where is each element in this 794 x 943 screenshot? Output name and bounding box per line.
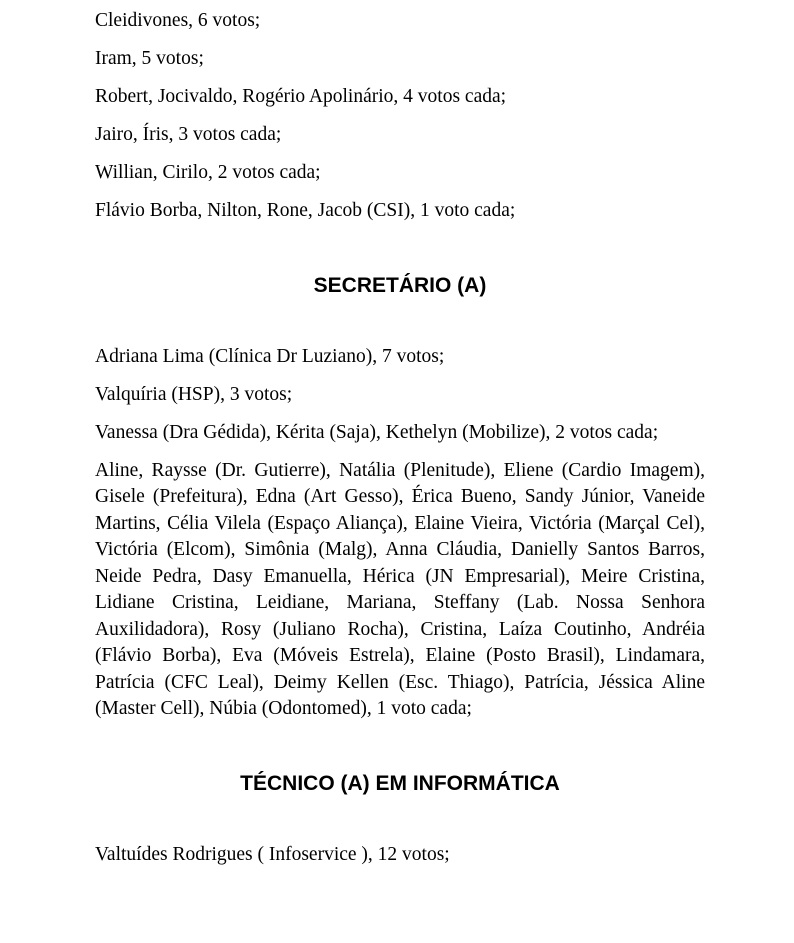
vote-result-line: Valquíria (HSP), 3 votos; [95,383,293,405]
vote-result-line: Iram, 5 votos; [95,48,204,69]
vote-result-line: Flávio Borba, Nilton, Rone, Jacob (CSI), 1 voto cada; [95,200,516,221]
vote-result-line: Aline, Raysse (Dr. Gutierre), Natália (Plenitude), Eliene (Cardio Imagem), Gisele (Prefeitura), Edna (Art Gesso), Érica Bueno, Sandy Júnior, Vaneide Martins, Célia Vilela (Espaço Aliança), Elaine Vieira, Victória (Marçal Cel), Victória (Elcom), Simônia (Malg), Anna Cláudia, Danielly Santos Barros, Neide Pedra, Dasy Emanuella, Hérica (JN Empresarial), Meire Cristina, Lidiane Cristina, Leidiane, Mariana, Steffany (Lab. Nossa Senhora Auxilidadora), Rosy (Juliano Rocha), Cristina, Laíza Coutinho, Andréia (Flávio Borba), Eva (Móveis Estrela), Elaine (Posto Brasil), Lindamara, Patrícia (CFC Leal), Deimy Kellen (Esc. Thiago), Patrícia, Jéssica Aline (Master Cell), Núbia (Odontomed), 1 voto cada; [95,459,705,719]
vote-result-line: Valtuídes Rodrigues ( Infoservice ), 12 votos; [95,843,450,865]
vote-result-line: Vanessa (Dra Gédida), Kérita (Saja), Kethelyn (Mobilize), 2 votos cada; [95,421,659,443]
vote-result-line: Robert, Jocivaldo, Rogério Apolinário, 4 votos cada; [95,86,507,107]
vote-result-line: Willian, Cirilo, 2 votos cada; [95,162,321,183]
vote-result-line: Jairo, Íris, 3 votos cada; [95,124,282,145]
vote-result-line: Adriana Lima (Clínica Dr Luziano), 7 votos; [95,345,445,367]
section-heading-secretario: SECRETÁRIO (A) [313,273,487,297]
vote-result-line: Cleidivones, 6 votos; [95,10,261,31]
section-heading-tecnico-informatica: TÉCNICO (A) EM INFORMÁTICA [240,771,560,795]
